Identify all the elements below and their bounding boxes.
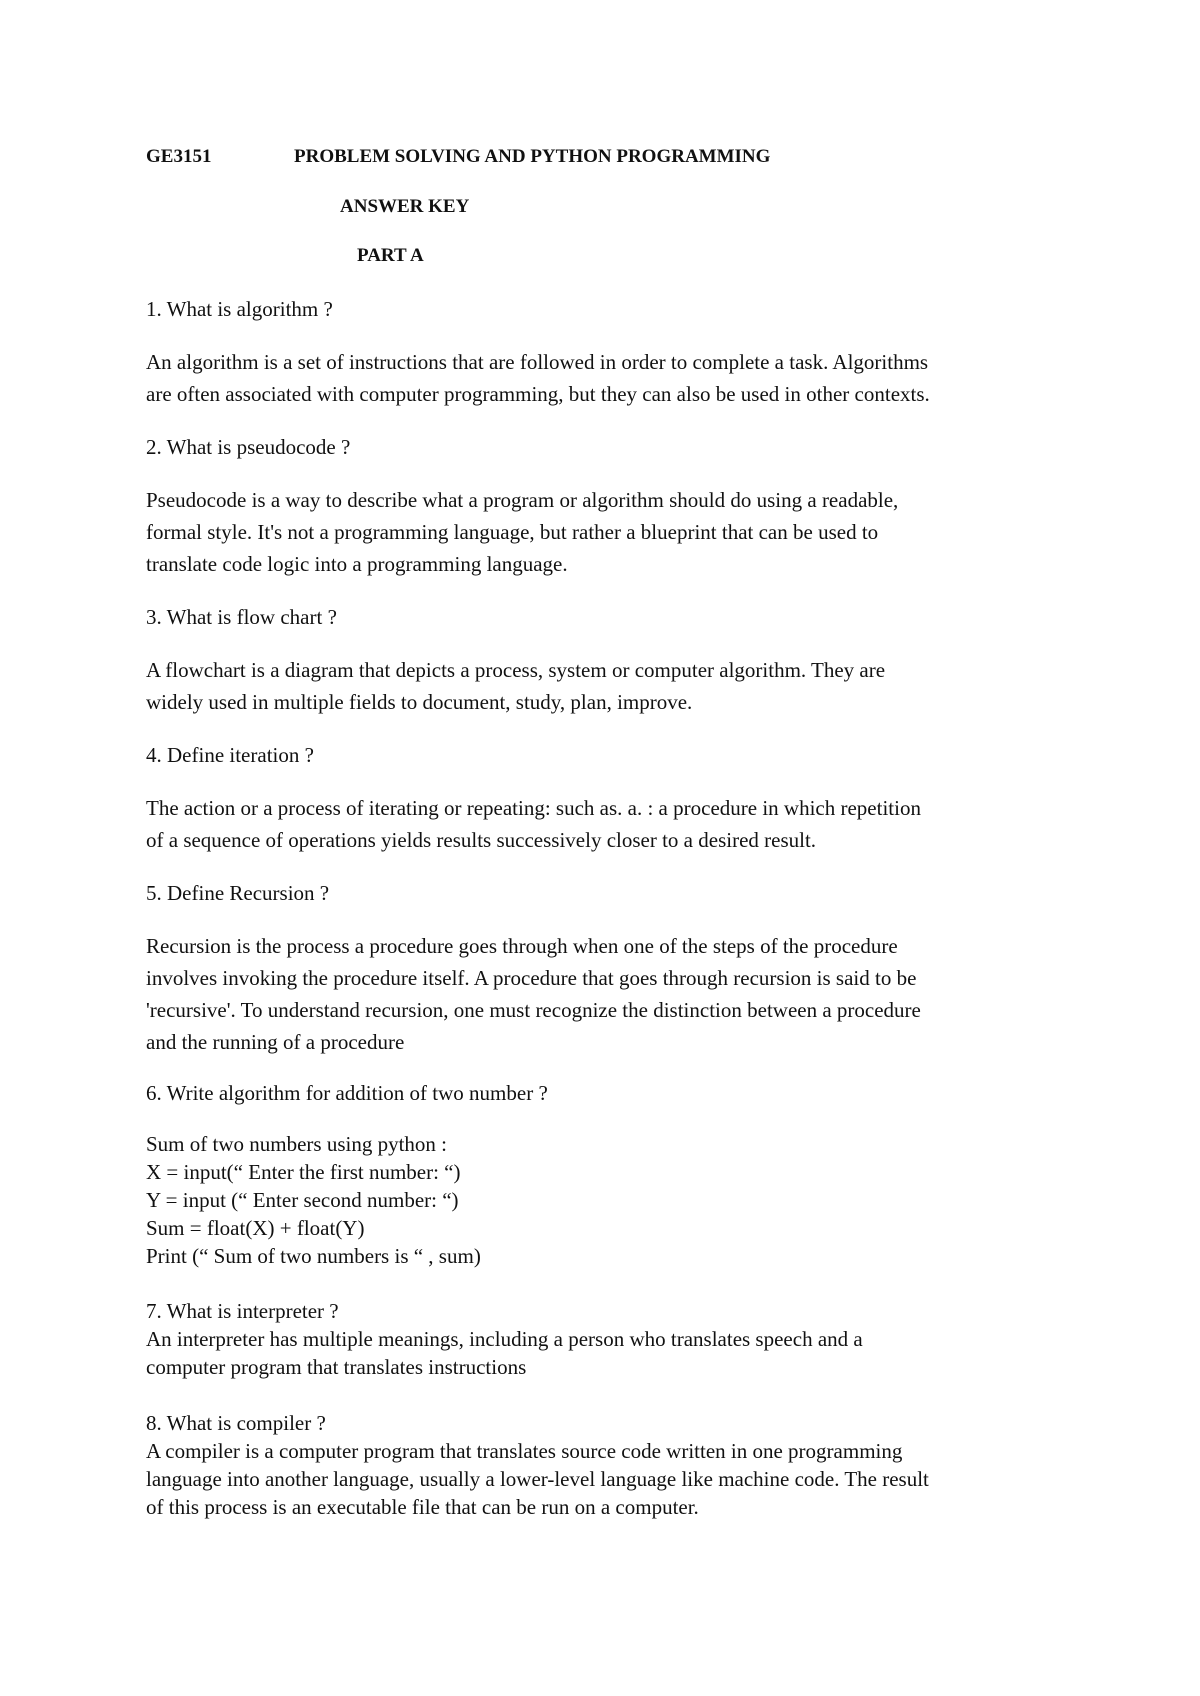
- answer-line: translate code logic into a programming language.: [146, 552, 568, 576]
- answer-5: [146, 930, 1066, 1058]
- code-line: Sum of two numbers using python :: [146, 1132, 448, 1156]
- answer-line: A compiler is a computer program that translates source code written in one programming: [146, 1439, 903, 1463]
- answer-line: The action or a process of iterating or repeating: such as. a. : a procedure in which repetition: [146, 796, 921, 820]
- answer-line: A flowchart is a diagram that depicts a process, system or computer algorithm. They are: [146, 658, 886, 682]
- code-line: Print (“ Sum of two numbers is “ , sum): [146, 1244, 481, 1268]
- answer-3: [146, 654, 1066, 718]
- part-heading: PART A: [357, 245, 424, 266]
- answer-line: Pseudocode is a way to describe what a program or algorithm should do using a readable,: [146, 488, 899, 512]
- code-line: Sum = float(X) + float(Y): [146, 1216, 365, 1240]
- answer-line: of a sequence of operations yields results successively closer to a desired result.: [146, 828, 817, 852]
- answer-line: An interpreter has multiple meanings, including a person who translates speech and a: [146, 1327, 863, 1351]
- answer-line: Recursion is the process a procedure goes through when one of the steps of the procedure: [146, 934, 898, 958]
- answer-1: [146, 346, 1066, 410]
- question-3: 3. What is flow chart ?: [146, 605, 337, 629]
- answer-line: computer program that translates instructions: [146, 1355, 527, 1379]
- answer-line: involves invoking the procedure itself. A procedure that goes through recursion is said to be: [146, 966, 917, 990]
- answer-line: are often associated with computer programming, but they can also be used in other contexts.: [146, 382, 930, 406]
- answer-line: of this process is an executable file that can be run on a computer.: [146, 1495, 699, 1519]
- question-2: 2. What is pseudocode ?: [146, 435, 351, 459]
- question-1: 1. What is algorithm ?: [146, 297, 333, 321]
- question-4: 4. Define iteration ?: [146, 743, 314, 767]
- question-6: 6. Write algorithm for addition of two number ?: [146, 1081, 548, 1105]
- answer-2: [146, 484, 1066, 580]
- answer-line: widely used in multiple fields to document, study, plan, improve.: [146, 690, 693, 714]
- question-5: 5. Define Recursion ?: [146, 881, 330, 905]
- answer-line: and the running of a procedure: [146, 1030, 405, 1054]
- code-line: Y = input (“ Enter second number: “): [146, 1188, 459, 1212]
- answer-7: [146, 1325, 1066, 1381]
- course-title: PROBLEM SOLVING AND PYTHON PROGRAMMING: [294, 146, 771, 167]
- answer-4: [146, 792, 1066, 856]
- answer-line: An algorithm is a set of instructions that are followed in order to complete a task. Algorithms: [146, 350, 929, 374]
- course-code: GE3151: [146, 146, 212, 167]
- question-8: 8. What is compiler ?: [146, 1411, 326, 1435]
- code-line: X = input(“ Enter the first number: “): [146, 1160, 461, 1184]
- answer-6-code: [146, 1130, 1066, 1270]
- answer-key-heading: ANSWER KEY: [340, 196, 470, 217]
- answer-line: 'recursive'. To understand recursion, one must recognize the distinction between a procedure: [146, 998, 921, 1022]
- answer-8: [146, 1437, 1066, 1521]
- question-7: 7. What is interpreter ?: [146, 1299, 339, 1323]
- answer-line: formal style. It's not a programming language, but rather a blueprint that can be used to: [146, 520, 879, 544]
- answer-line: language into another language, usually a lower-level language like machine code. The result: [146, 1467, 929, 1491]
